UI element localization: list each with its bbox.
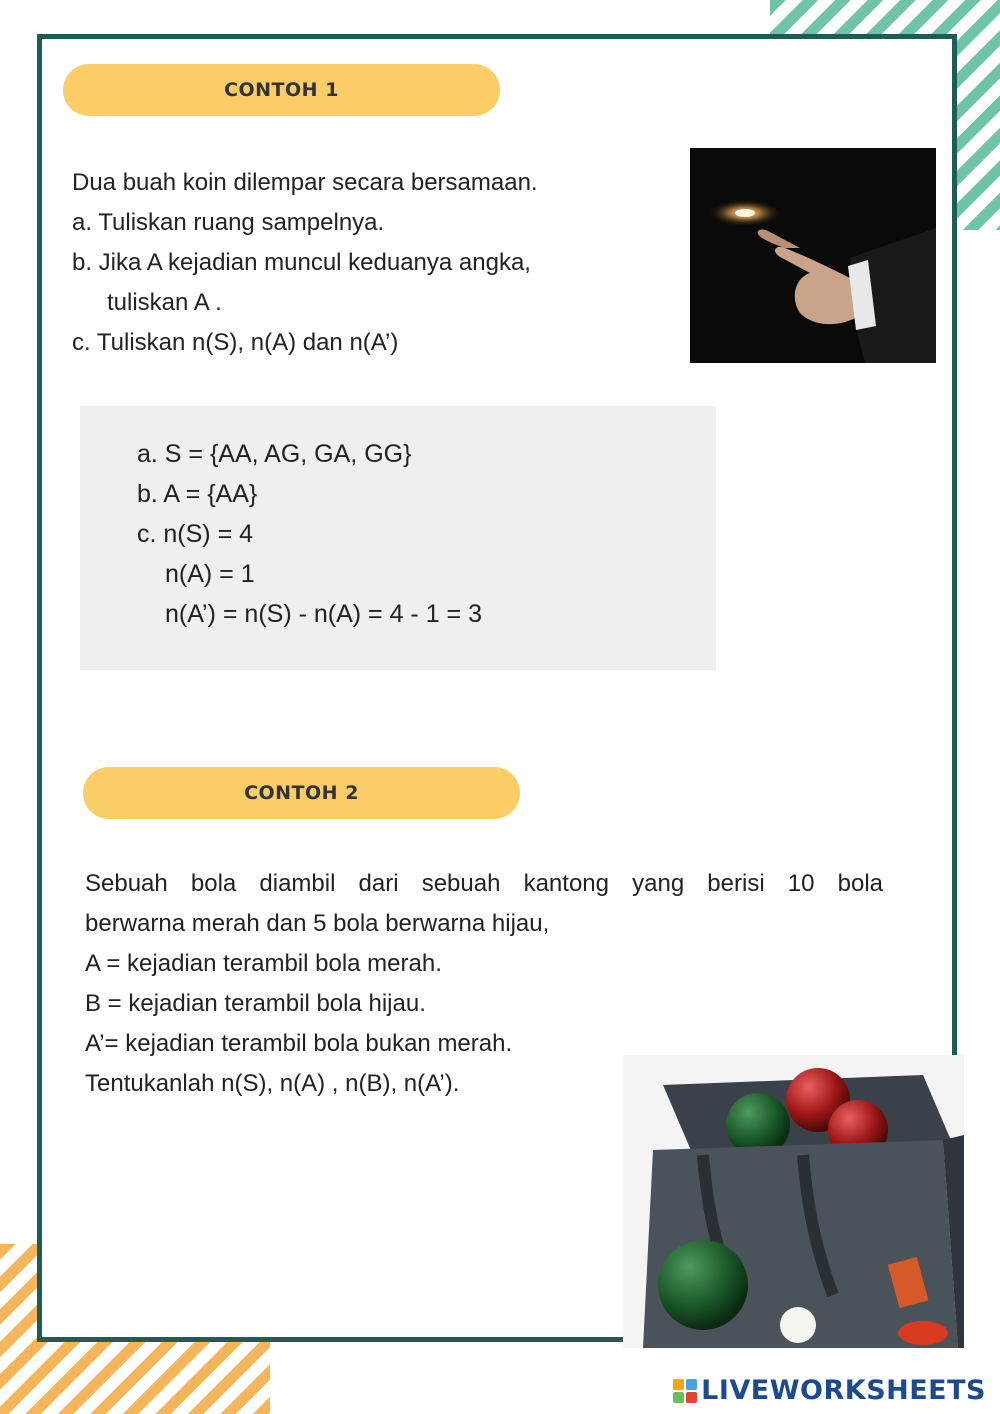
answer-line: c. n(S) = 4 <box>137 520 254 548</box>
contoh-2-label: CONTOH 2 <box>244 782 359 804</box>
question-line: B = kejadian terambil bola hijau. <box>85 990 426 1017</box>
coin-flip-photo <box>690 148 936 363</box>
contoh-2-heading <box>83 767 520 819</box>
answer-line: a. S = {AA, AG, GA, GG} <box>137 440 412 468</box>
question-line: Tentukanlah n(S), n(A) , n(B), n(A’). <box>85 1070 460 1097</box>
answer-line: n(A’) = n(S) - n(A) = 4 - 1 = 3 <box>165 600 483 628</box>
question-line: berwarna merah dan 5 bola berwarna hijau, <box>85 910 550 937</box>
ball-bag-photo <box>623 1055 964 1348</box>
question-line: c. Tuliskan n(S), n(A) dan n(A’) <box>72 329 399 356</box>
answer-line: n(A) = 1 <box>165 560 255 588</box>
contoh-1-question <box>72 163 672 363</box>
question-line: Dua buah koin dilempar secara bersamaan. <box>72 169 538 196</box>
question-line: a. Tuliskan ruang sampelnya. <box>72 209 385 236</box>
question-line: Sebuah bola diambil dari sebuah kantong yang berisi 10 bola <box>85 870 883 897</box>
question-line: A = kejadian terambil bola merah. <box>85 950 442 977</box>
contoh-1-label: CONTOH 1 <box>224 79 339 101</box>
contoh-1-answer-box <box>80 406 716 670</box>
answer-line: b. A = {AA} <box>137 480 258 508</box>
liveworksheets-brand <box>673 1375 986 1406</box>
question-line: b. Jika A kejadian muncul keduanya angka, <box>72 249 531 276</box>
brand-name: LIVEWORKSHEETS <box>701 1375 986 1406</box>
contoh-1-heading <box>63 64 500 116</box>
question-line: tuliskan A . <box>107 289 222 316</box>
liveworksheets-logo-icon <box>673 1379 697 1403</box>
question-line: A’= kejadian terambil bola bukan merah. <box>85 1030 513 1057</box>
